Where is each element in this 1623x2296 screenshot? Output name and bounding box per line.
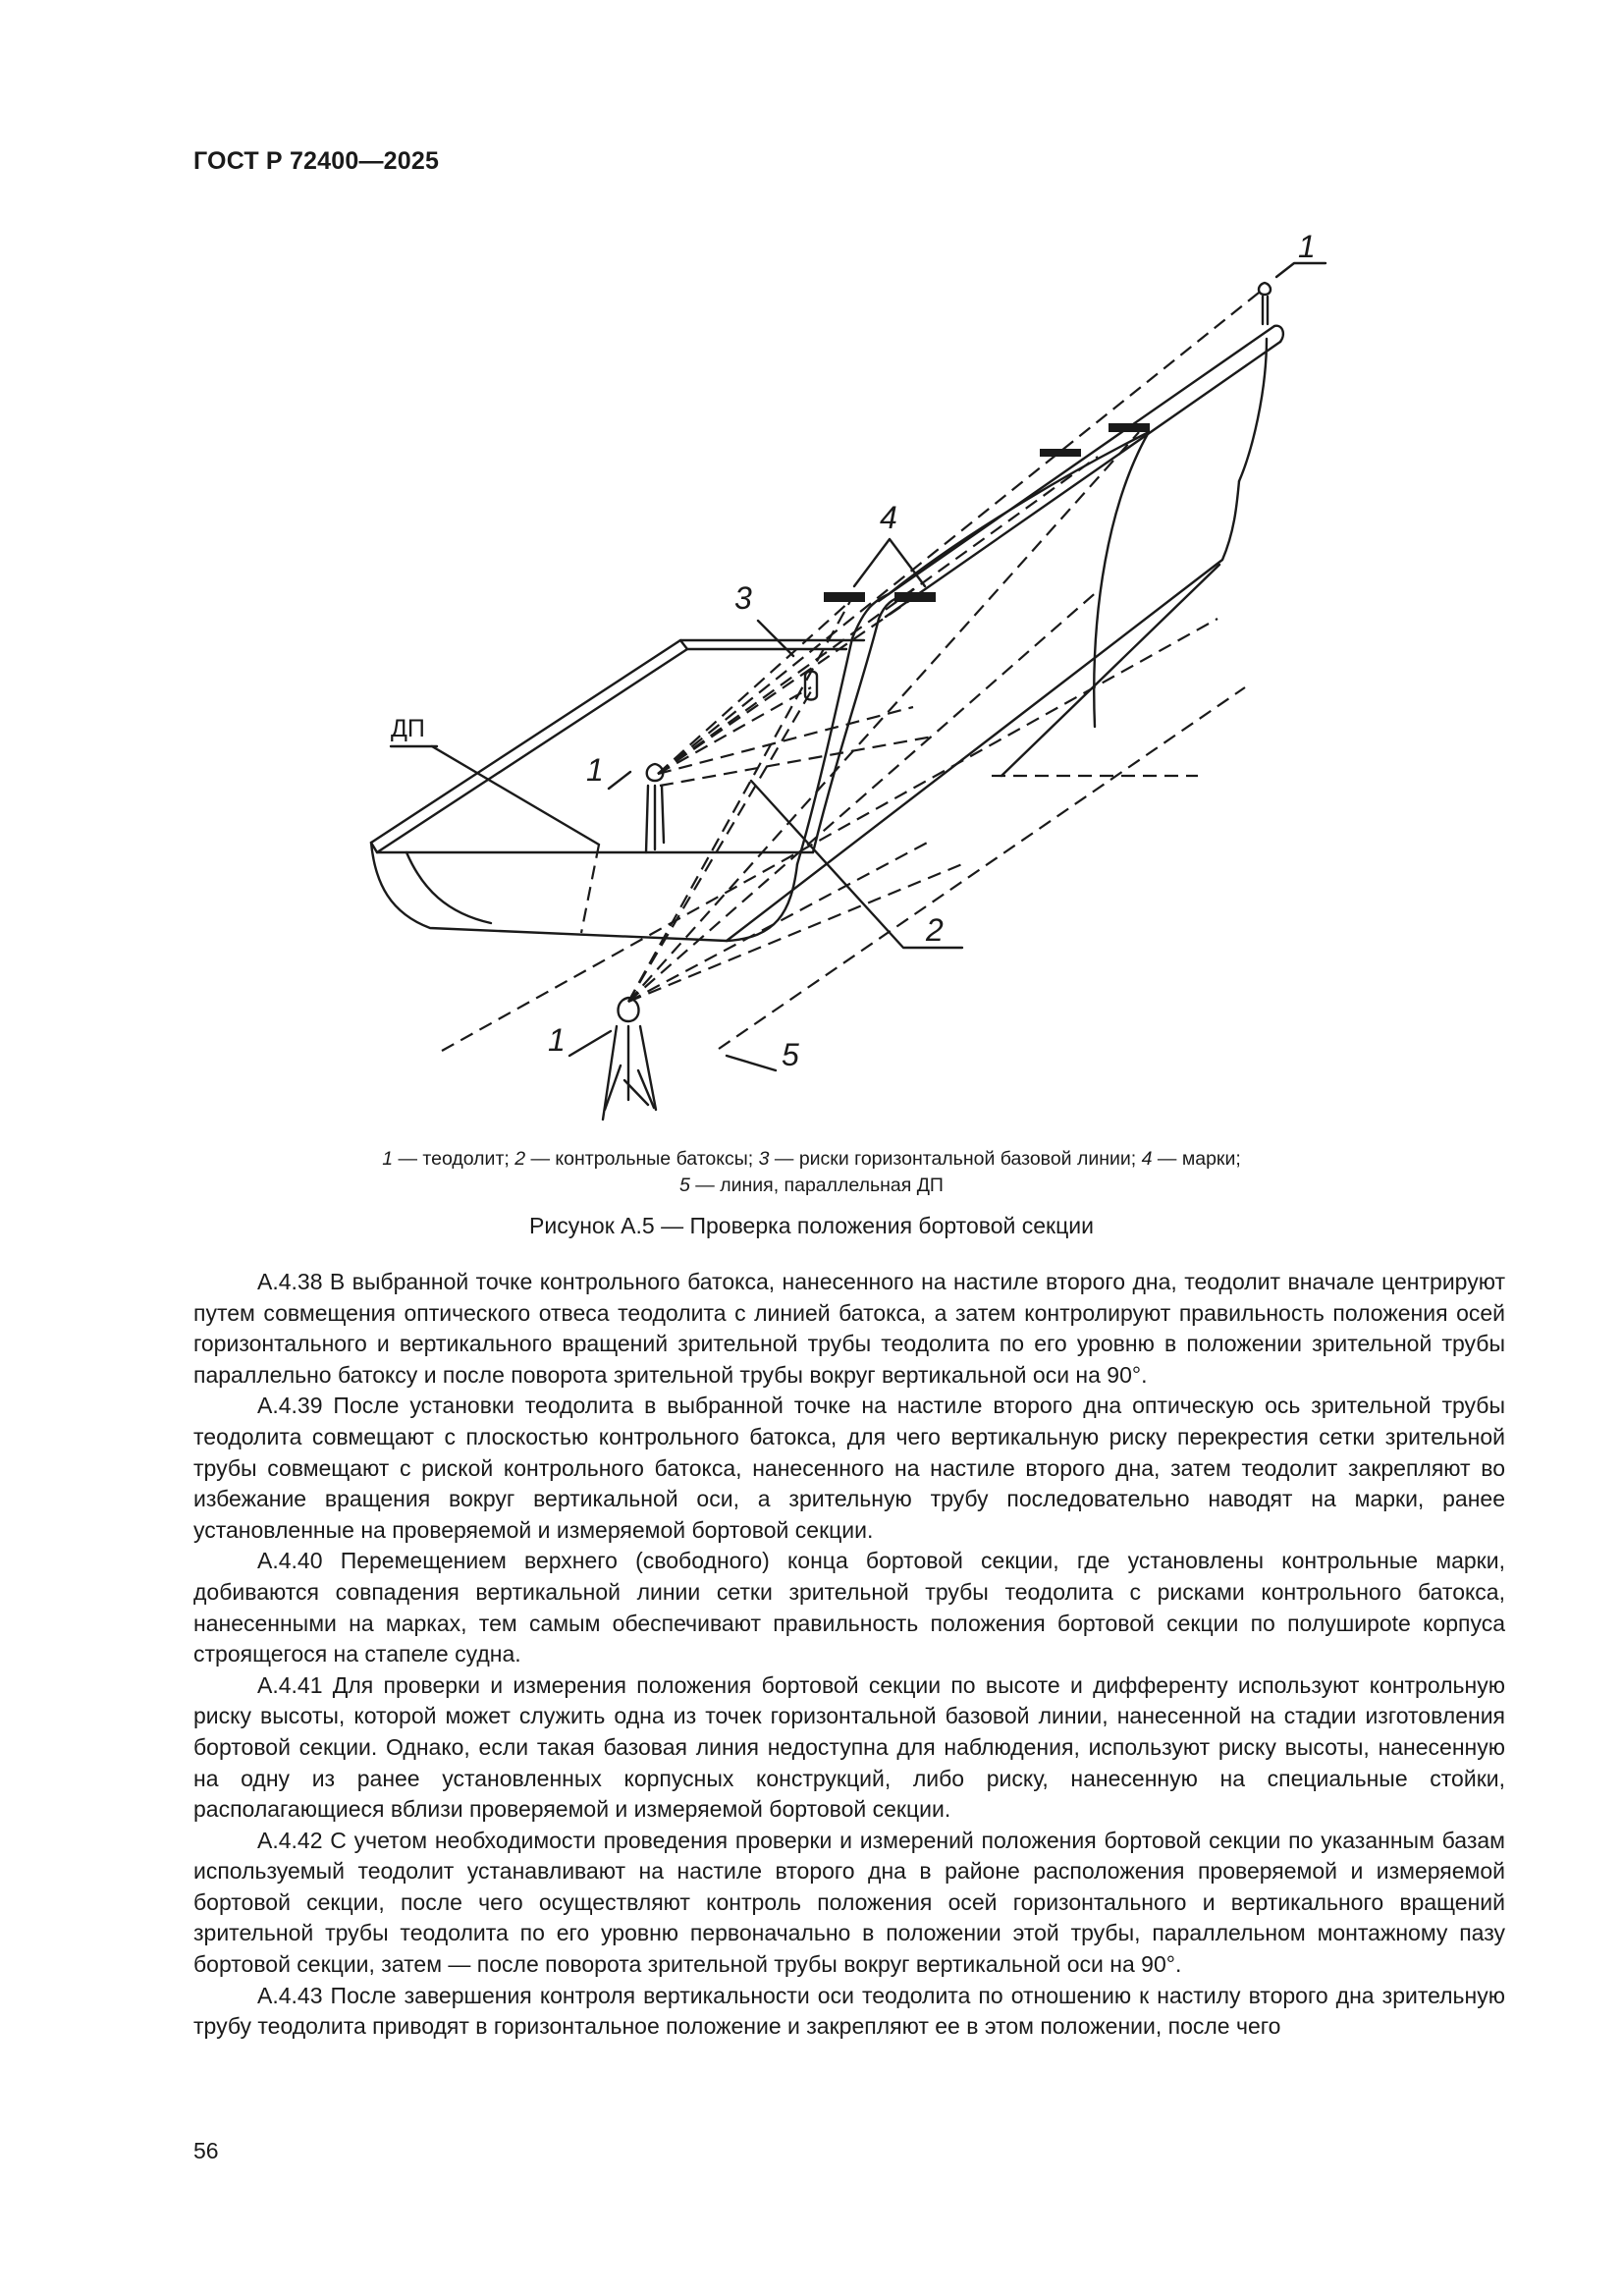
dp-trace xyxy=(581,845,599,933)
paragraph-a-4-38: А.4.38 В выбранной точке контрольного батокса, нанесенного на настиле второго дна, теодолит вначале центрируют путем совмещения оптического отвеса теодолита с линией батокса, а затем контролируют правильность положения осей горизонтального и вертикального вращений зрительной трубы теодолита по его уровню в положении зрительной трубы параллельно батоксу и после поворота зрительной трубы вокруг вертикальной оси на 90°. xyxy=(193,1269,1505,1388)
paragraph-a-4-39: А.4.39 После установки теодолита в выбранной точке на настиле второго дна оптическую ось зрительной трубы теодолита совмещают с плоскостью контрольного батокса, для чего вертикальную риску перекрестия сетки зрительной трубы совмещают с риской контрольного батокса, нанесенного на настиле второго дна, затем теодолит закрепляют во избежание вращения вокруг вертикальной оси, а зрительную трубу последовательно наводят на марки, ранее установленные на проверяемой и измеряемой бортовой секции. xyxy=(193,1393,1505,1543)
paragraph-a-4-43: А.4.43 После завершения контроля вертикальности оси теодолита по отношению к настилу второго дна зрительную трубу теодолита приводят в горизонтальное положение и закрепляют ее в этом положении, после чего xyxy=(193,1982,1505,2040)
hull-front-inner xyxy=(406,852,491,923)
c5-leader xyxy=(727,1056,776,1070)
line-parallel-dp-1 xyxy=(442,619,1217,1051)
figure-a5 xyxy=(0,0,1623,1139)
figure-legend xyxy=(196,1146,1427,1199)
callout-5: 5 xyxy=(782,1037,799,1072)
callout-1-bottom: 1 xyxy=(548,1022,566,1058)
sheer-strake-lower xyxy=(879,326,1274,601)
callout-1-top: 1 xyxy=(1298,229,1316,264)
theodolite-top-icon xyxy=(1259,283,1271,295)
body-text xyxy=(193,1267,1505,2043)
document-header: ГОСТ Р 72400—2025 xyxy=(193,147,440,175)
mark-4d-icon xyxy=(1109,424,1149,431)
callout-dp: ДП xyxy=(391,715,425,742)
hull-front-outer xyxy=(371,843,797,941)
mark-4c-icon xyxy=(1041,450,1080,456)
hull-knuckle xyxy=(1001,565,1219,776)
paragraph-a-4-40: А.4.40 Перемещением верхнего (свободного) конца бортовой секции, где установлены контрольные марки, добиваются совпадения вертикальной линии сетки зрительной трубы теодолита с рисками контрольного батокса, нанесенными на марках, тем самым обеспечивают правильность положения бортовой секции по полуширote корпуса строящегося на стапеле судна. xyxy=(193,1548,1505,1667)
paragraph-a-4-42: А.4.42 С учетом необходимости проведения проверки и измерений положения бортовой секции по указанным базам используемый теодолит устанавливают на настиле второго дна в районе расположения проверяемой и измеряемой бортовой секции, после чего осуществляют контроль положения осей горизонтального и вертикального вращений зрительной трубы теодолита по его уровню первоначально в положении этой трубы, параллельном монтажному пазу бортовой секции, затем — после поворота зрительной трубы вокруг вертикальной оси на 90°. xyxy=(193,1827,1505,1978)
side-frame-near xyxy=(813,589,913,852)
callout-4: 4 xyxy=(880,500,897,535)
callout-3: 3 xyxy=(734,580,752,616)
mark-4b-icon xyxy=(895,593,935,601)
legend-line-1: 1 — теодолит; 2 — контрольные батоксы; 3 — риски горизонтальной базовой линии; 4 — марки; xyxy=(382,1148,1241,1170)
mark-4a-icon xyxy=(825,593,864,601)
mark-3-icon xyxy=(805,672,817,700)
deck-far-edge xyxy=(371,640,864,843)
paragraph-a-4-41: А.4.41 Для проверки и измерения положения бортовой секции по высоте и дифференту используют контрольную риску высоты, которой может служить одна из точек горизонтальной базовой линии, нанесенной на стадии изготовления бортовой секции. Однако, если такая базовая линия недоступна для наблюдения, используют риску высоты, нанесенную на одну из ранее установленных корпусных конструкций, либо риску, нанесенную на специальные стойки, располагающиеся вблизи проверяемой и измеряемой бортовой секции. xyxy=(193,1671,1505,1823)
callout-1-mid: 1 xyxy=(586,752,604,788)
legend-line-2: 5 — линия, параллельная ДП xyxy=(679,1175,944,1196)
figure-title: Рисунок А.5 — Проверка положения бортовой секции xyxy=(529,1213,1094,1238)
page-number: 56 xyxy=(193,2138,219,2163)
hull-section-drawing xyxy=(0,0,1623,1139)
callout-2: 2 xyxy=(926,912,944,948)
